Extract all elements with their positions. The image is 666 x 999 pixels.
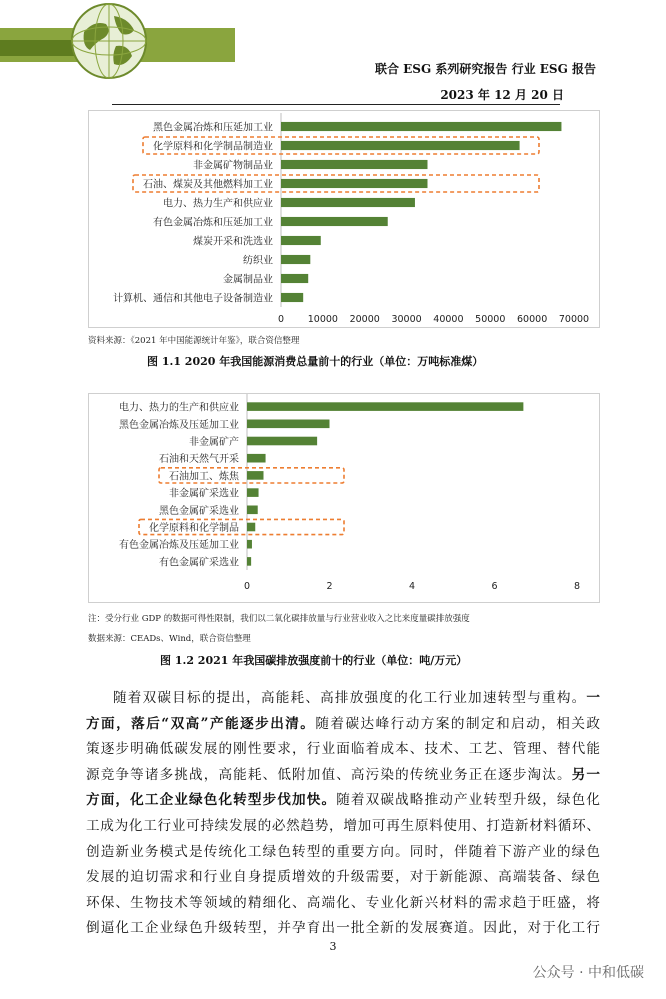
body-text: 环保、生物技术等领域的精细化、高端化、专业化新兴材料的需求趋于旺盛，将 [86, 894, 600, 911]
category-label: 石油、煤炭及其他燃料加工业 [143, 179, 273, 191]
category-label: 化学原料和化学制品制造业 [153, 141, 273, 153]
x-tick-label: 0 [277, 314, 285, 325]
bar [247, 523, 255, 532]
chart-1-source: 资料来源：《2021 年中国能源统计年鉴》，联合资信整理 [88, 336, 300, 346]
category-label: 非金属矿采选业 [169, 488, 239, 500]
x-tick-label: 8 [573, 581, 581, 592]
bar [247, 557, 251, 566]
header-divider [112, 104, 560, 105]
footer-brand-watermark: 公众号 · 中和低碳 [532, 965, 644, 981]
category-label: 有色金属冶炼及压延加工业 [119, 540, 239, 552]
chart-1-energy-consumption [89, 111, 599, 327]
x-tick-label: 20000 [349, 314, 380, 325]
bar [281, 198, 415, 207]
page-number: 3 [329, 940, 337, 953]
bar [247, 420, 330, 429]
body-line [86, 916, 600, 942]
bar [247, 488, 259, 497]
category-label: 纺织业 [243, 255, 273, 267]
bar [281, 160, 428, 169]
x-tick-label: 30000 [391, 314, 422, 325]
bar [281, 236, 321, 245]
category-label: 化学原料和化学制品 [149, 523, 239, 534]
body-text: 工成为化工行业可持续发展的必然趋势，增加可再生原料使用、打造新材料循环、 [86, 817, 600, 834]
chart-1-frame [88, 110, 600, 328]
body-line [86, 763, 600, 789]
chart-1-caption: 图 1.1 2020 年我国能源消费总量前十的行业（单位：万吨标准煤） [147, 355, 484, 368]
globe-logo-icon [70, 2, 148, 80]
body-line [86, 788, 600, 814]
category-label: 计算机、通信和其他电子设备制造业 [113, 293, 273, 305]
body-text: 创造新业务模式是传统化工绿色转型的重要方向。同时，伴随着下游产业的绿色 [86, 843, 600, 860]
category-label: 石油加工、炼焦 [169, 471, 239, 483]
x-tick-label: 6 [491, 581, 498, 592]
x-tick-label: 50000 [475, 314, 506, 325]
x-tick-label: 40000 [433, 314, 464, 325]
body-text: 源竞争等诸多挑战，高能耗、低附加值、高污染的传统业务正在逐步淘汰。 [86, 766, 572, 783]
x-tick-label: 10000 [307, 314, 338, 325]
body-line [86, 712, 600, 738]
body-text: 倒逼化工企业绿色升级转型，并孕育出一批全新的发展赛道。因此，对于化工行 [86, 920, 600, 937]
category-label: 煤炭开采和洗选业 [193, 236, 273, 248]
bar [247, 506, 258, 515]
category-label: 黑色金属冶炼及压延加工业 [119, 419, 239, 431]
category-label: 石油和天然气开采 [159, 454, 239, 466]
bar [281, 255, 310, 264]
report-date: 2023 年 12 月 20 日 [440, 88, 564, 102]
category-label: 金属制品业 [223, 274, 273, 286]
chart-2-carbon-intensity [89, 394, 599, 602]
body-line [86, 814, 600, 840]
chart-2-caption: 图 1.2 2021 年我国碳排放强度前十的行业（单位：吨/万元） [160, 654, 468, 667]
bar [281, 141, 520, 150]
bar [247, 471, 264, 480]
body-emphasis: 方面，落后“双高”产能逐步出清。 [86, 715, 316, 732]
bar [281, 179, 428, 188]
body-text: 随着碳达峰行动方案的制定和启动，相关政 [315, 715, 601, 732]
body-emphasis: 一 [586, 690, 600, 706]
body-emphasis: 方面，化工企业绿色化转型步伐加快。 [86, 792, 337, 809]
category-label: 黑色金属矿采选业 [159, 505, 239, 517]
x-tick-label: 70000 [558, 314, 590, 325]
body-text: 随着双碳战略推动产业转型升级，绿色化 [336, 792, 600, 809]
body-emphasis: 另一 [571, 766, 600, 783]
bar [281, 293, 303, 302]
body-text: 随着双碳目标的提出，高能耗、高排放强度的化工行业加速转型与重构。 [113, 690, 587, 706]
category-label: 有色金属矿采选业 [159, 557, 239, 569]
body-line [86, 891, 600, 917]
x-tick-label: 0 [243, 581, 251, 592]
x-tick-label: 2 [326, 581, 333, 592]
body-line [86, 840, 600, 866]
body-text: 策逐步明确低碳发展的刚性要求，行业面临着成本、技术、工艺、管理、替代能 [86, 741, 600, 758]
bar [247, 437, 317, 446]
bar [281, 122, 561, 131]
chart-2-source: 数据来源：CEADs、Wind，联合资信整理 [88, 634, 251, 644]
x-tick-label: 4 [408, 581, 416, 592]
category-label: 非金属矿产 [189, 437, 239, 448]
body-line [86, 737, 600, 763]
body-line [86, 865, 600, 891]
chart-2-note: 注：受分行业 GDP 的数据可得性限制，我们以二氧化碳排放量与行业营业收入之比来度量碳排放强度 [88, 614, 470, 624]
category-label: 非金属矿物制品业 [193, 160, 273, 172]
bar [247, 540, 252, 549]
category-label: 电力、热力的生产和供应业 [119, 402, 239, 414]
bar [281, 274, 308, 283]
category-label: 黑色金属冶炼和压延加工业 [153, 122, 273, 134]
x-tick-label: 60000 [517, 314, 548, 325]
bar [247, 454, 266, 463]
bar [247, 402, 523, 411]
category-label: 有色金属冶炼和压延加工业 [153, 217, 273, 229]
report-series-title: 联合 ESG 系列研究报告 行业 ESG 报告 [374, 62, 596, 76]
category-label: 电力、热力生产和供应业 [163, 198, 273, 210]
body-text: 发展的迫切需求和行业自身提质增效的升级需要，对于新能源、高端装备、绿色 [86, 869, 600, 886]
body-line [86, 686, 600, 712]
bar [281, 217, 388, 226]
body-paragraph [86, 686, 600, 942]
chart-2-frame [88, 393, 600, 603]
